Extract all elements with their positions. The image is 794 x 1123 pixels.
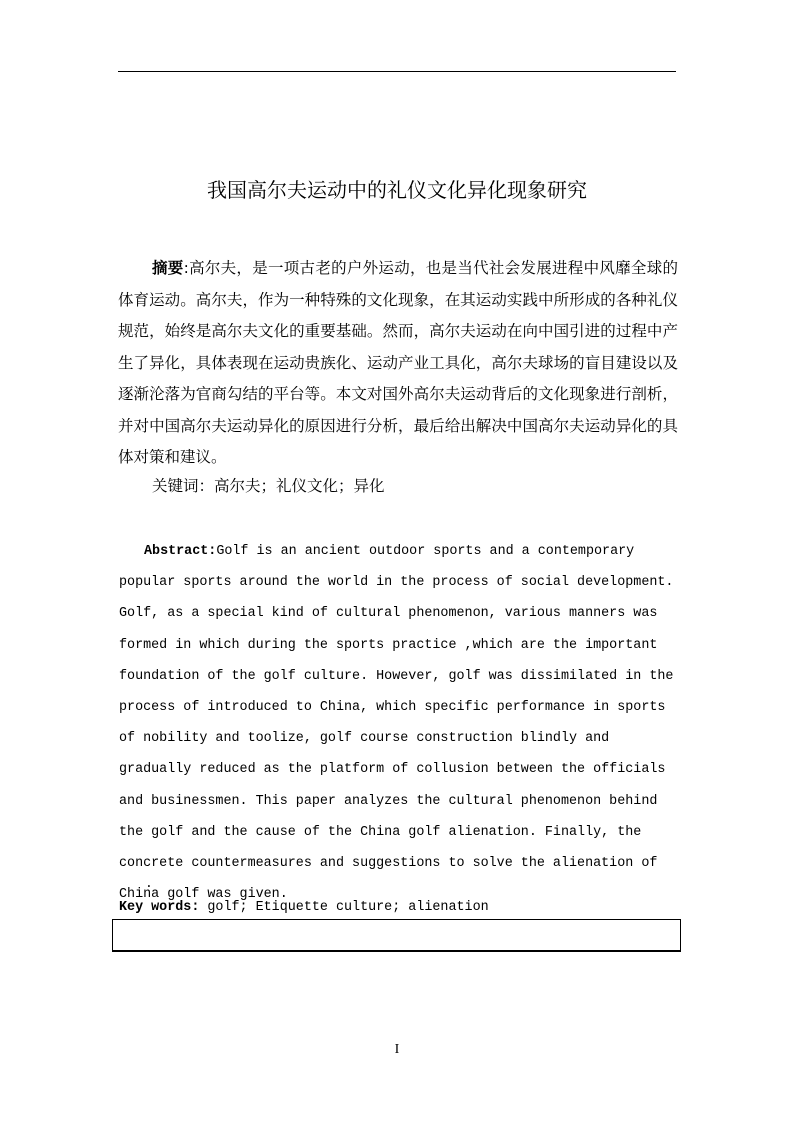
- english-abstract: [119, 536, 675, 910]
- english-abstract-text: Golf is an ancient outdoor sports and a contemporary popular sports around the world in the process of social development. Golf, as a special kind of cultural phenomenon, various manners was formed in which during the sports practice ,which are the important foundation of the golf culture. However, golf was dissimilated in the process of introduced to China, which specific performance in sports of nobility and toolize, golf course construction blindly and gradually reduced as the platform of collusion between the officials and businessmen. This paper analyzes the cultural phenomenon behind the golf and the cause of the China golf alienation. Finally, the concrete countermeasures and suggestions to solve the alienation of China golf was given.: [119, 544, 674, 903]
- header-rule: [118, 71, 676, 72]
- chinese-abstract-label: 摘要: [152, 259, 184, 277]
- chinese-keywords: 关键词：高尔夫；礼仪文化；异化: [152, 477, 385, 495]
- page-number: I: [394, 1042, 400, 1057]
- stray-mark: .: [145, 876, 153, 891]
- english-keywords-text: golf; Etiquette culture; alienation: [199, 900, 489, 915]
- page-title: 我国高尔夫运动中的礼仪文化异化现象研究: [207, 178, 587, 202]
- english-keywords-label: Key words:: [119, 900, 200, 915]
- english-keywords: [119, 898, 675, 918]
- chinese-abstract-separator: :: [183, 259, 189, 277]
- english-abstract-label: Abstract:: [144, 544, 217, 559]
- chinese-abstract: [118, 253, 678, 474]
- chinese-abstract-text: 高尔夫，是一项古老的户外运动，也是当代社会发展进程中风靡全球的体育运动。高尔夫，作为一种特殊的文化现象，在其运动实践中所形成的各种礼仪规范，始终是高尔夫文化的重要基础。然而，高尔夫运动在向中国引进的过程中产生了异化，具体表现在运动贵族化、运动产业工具化，高尔夫球场的盲目建设以及逐渐沦落为官商勾结的平台等。本文对国外高尔夫运动背后的文化现象进行剖析，并对中国高尔夫运动异化的原因进行分析，最后给出解决中国高尔夫运动异化的具体对策和建议。: [118, 259, 678, 466]
- empty-text-box: [112, 919, 681, 952]
